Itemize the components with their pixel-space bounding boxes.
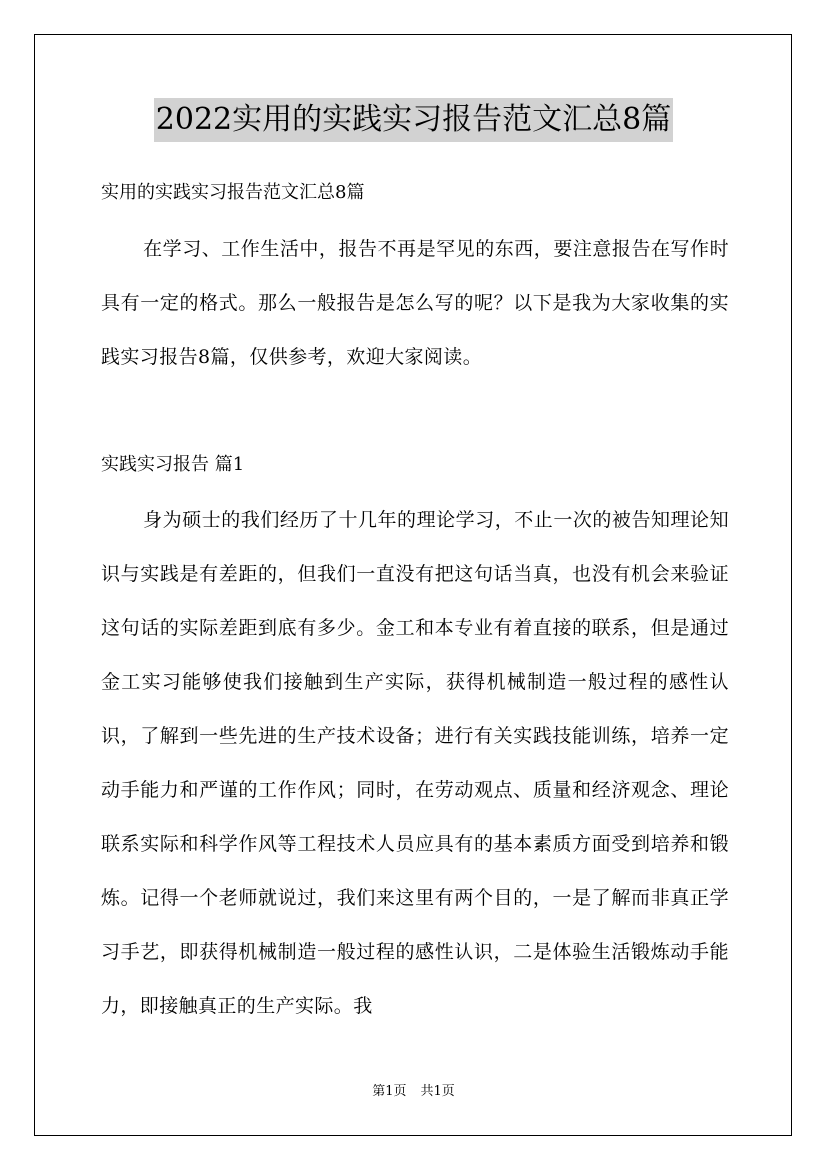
page-footer bbox=[0, 1083, 827, 1101]
total-pages: 共1页 bbox=[420, 1084, 455, 1099]
section-paragraph bbox=[101, 493, 729, 1033]
intro-paragraph bbox=[101, 222, 729, 384]
section-paragraph-text: 身为硕士的我们经历了十几年的理论学习，不止一次的被告知理论知识与实践是有差距的，但我们一直没有把这句话当真，也没有机会来验证这句话的实际差距到底有多少。金工和本专业有着直接的联系，但是通过金工实习能够使我们接触到生产实际，获得机械制造一般过程的感性认识，了解到一些先进的生产技术设备；进行有关实践技能训练，培养一定动手能力和严谨的工作作风；同时，在劳动观点、质量和经济观念、理论联系实际和科学作风等工程技术人员应具有的基本素质方面受到培养和锻炼。记得一个老师就说过，我们来这里有两个目的，一是了解而非真正学习手艺，即获得机械制造一般过程的感性认识，二是体验生活锻炼动手能力，即接触真正的生产实际。我 bbox=[101, 509, 729, 1017]
page-number: 第1页 bbox=[372, 1084, 407, 1099]
intro-paragraph-text: 在学习、工作生活中，报告不再是罕见的东西，要注意报告在写作时具有一定的格式。那么一般报告是怎么写的呢？以下是我为大家收集的实践实习报告8篇，仅供参考，欢迎大家阅读。 bbox=[101, 238, 729, 368]
document-title: 2022实用的实践实习报告范文汇总8篇 bbox=[154, 98, 673, 142]
document-subtitle: 实用的实践实习报告范文汇总8篇 bbox=[101, 182, 365, 203]
title-container bbox=[0, 98, 827, 142]
section-heading: 实践实习报告 篇1 bbox=[101, 454, 245, 475]
